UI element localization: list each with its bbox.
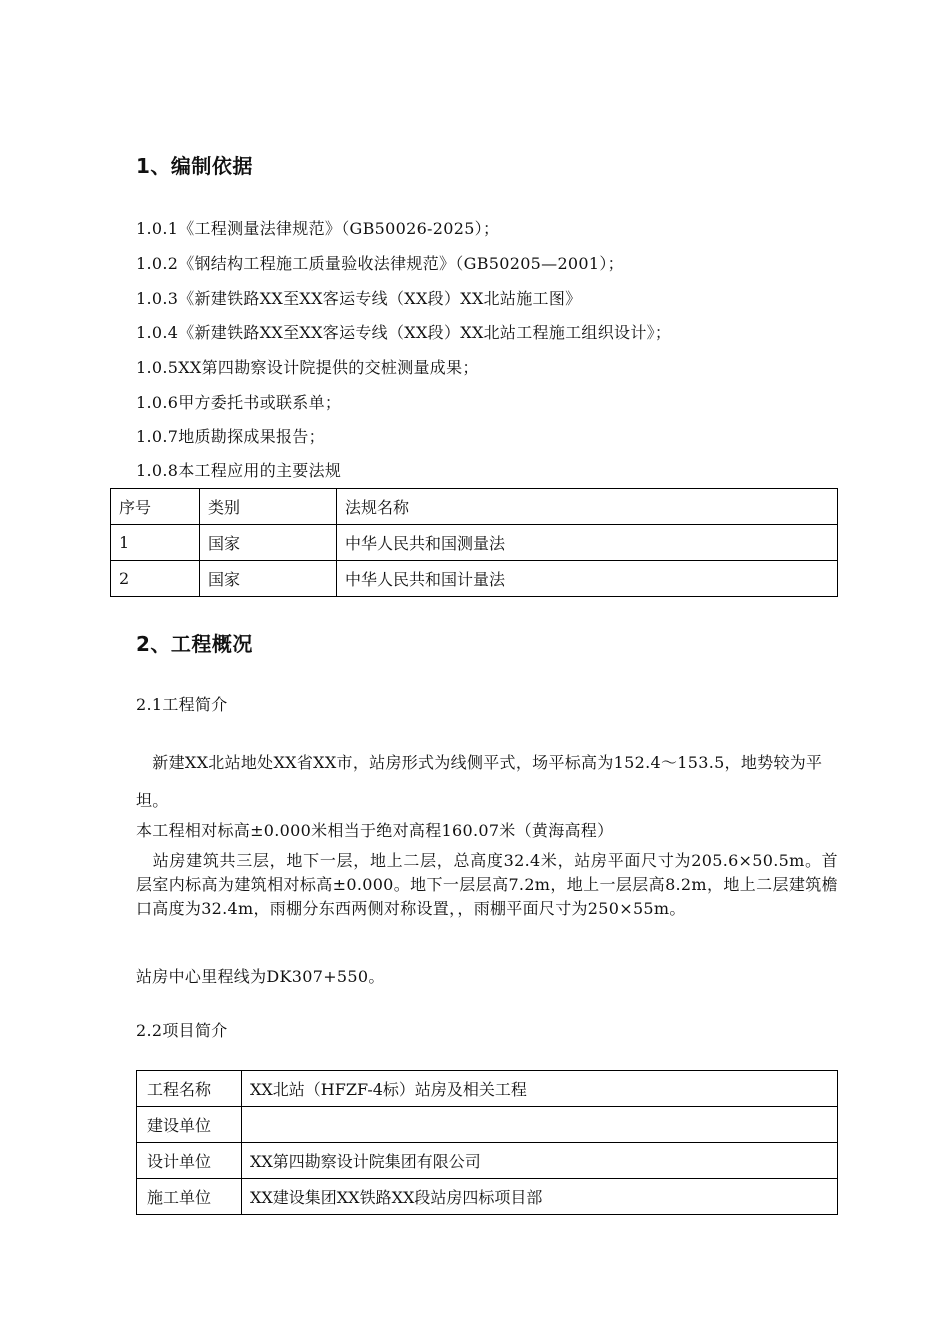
table-cell: 中华人民共和国计量法	[337, 561, 838, 597]
paragraph: 站房中心里程线为DK307+550。	[136, 967, 385, 986]
table-value-cell: XX第四勘察设计院集团有限公司	[242, 1143, 838, 1179]
subsection-title: 2.1工程简介	[136, 695, 228, 714]
table-row	[137, 1071, 838, 1107]
table-cell: 2	[111, 561, 200, 597]
project-info-table	[136, 1070, 838, 1215]
table-row	[111, 525, 838, 561]
reference-item: 1.0.1《工程测量法律规范》（GB50026-2025）；	[136, 219, 500, 238]
section-2-heading: 2、工程概况	[136, 632, 253, 656]
table-key-cell: 设计单位	[137, 1143, 242, 1179]
table-row	[137, 1143, 838, 1179]
table-value-cell: XX北站（HFZF-4标）站房及相关工程	[242, 1071, 838, 1107]
reference-item: 1.0.7地质勘探成果报告；	[136, 427, 325, 446]
table-value-cell	[242, 1107, 838, 1143]
table-row	[137, 1107, 838, 1143]
table-cell: 国家	[200, 561, 337, 597]
paragraph: 站房建筑共三层，地下一层，地上二层，总高度32.4米，站房平面尺寸为205.6×50.5m。首层室内标高为建筑相对标高±0.000。地下一层层高7.2m，地上一层层高8.2m，地上二层建筑檐口高度为32.4m，雨棚分东西两侧对称设置，，雨棚平面尺寸为250×55m。	[136, 851, 838, 918]
header-cell: 法规名称	[337, 489, 838, 525]
reference-item: 1.0.8本工程应用的主要法规	[136, 461, 342, 480]
table-key-cell: 建设单位	[137, 1107, 242, 1143]
header-cell: 序号	[111, 489, 200, 525]
table-row	[137, 1179, 838, 1215]
reference-item: 1.0.5XX第四勘察设计院提供的交桩测量成果；	[136, 358, 479, 377]
reference-item: 1.0.3《新建铁路XX至XX客运专线（XX段）XX北站施工图》	[136, 289, 582, 308]
paragraph: 本工程相对标高±0.000米相当于绝对高程160.07米（黄海高程）	[136, 821, 614, 840]
subsection-title: 2.2项目简介	[136, 1021, 228, 1040]
reference-item: 1.0.6甲方委托书或联系单；	[136, 393, 342, 412]
section-1-heading: 1、编制依据	[136, 154, 253, 178]
reference-item: 1.0.2《钢结构工程施工质量验收法律规范》（GB50205—2001）；	[136, 254, 624, 273]
table-header-row	[111, 489, 838, 525]
regulations-table	[110, 488, 838, 597]
table-cell: 1	[111, 525, 200, 561]
table-cell: 中华人民共和国测量法	[337, 525, 838, 561]
table-key-cell: 工程名称	[137, 1071, 242, 1107]
table-key-cell: 施工单位	[137, 1179, 242, 1215]
reference-item: 1.0.4《新建铁路XX至XX客运专线（XX段）XX北站工程施工组织设计》；	[136, 323, 672, 342]
table-cell: 国家	[200, 525, 337, 561]
table-value-cell: XX建设集团XX铁路XX段站房四标项目部	[242, 1179, 838, 1215]
table-row	[111, 561, 838, 597]
paragraph: 新建XX北站地处XX省XX市，站房形式为线侧平式，场平标高为152.4～153.5，地势较为平坦。	[136, 753, 823, 810]
header-cell: 类别	[200, 489, 337, 525]
